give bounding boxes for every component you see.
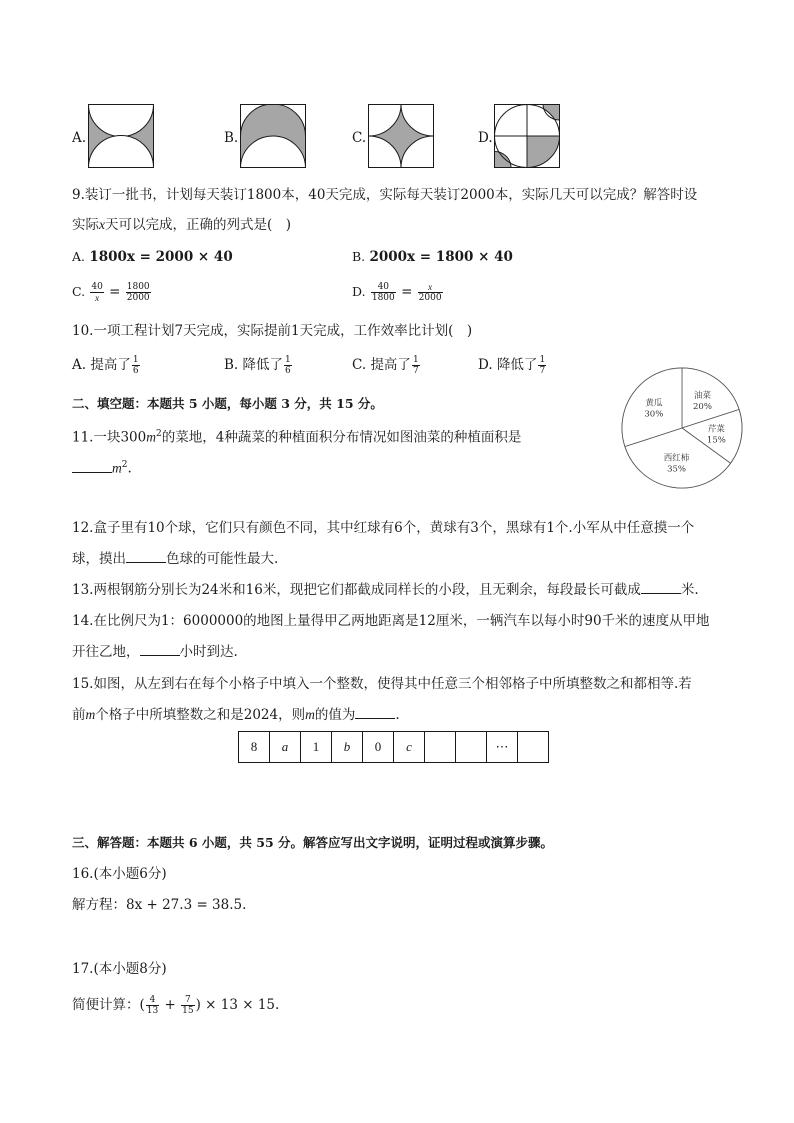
pie-slice-value: 15% bbox=[706, 435, 726, 446]
q16-problem: 解方程：8x + 27.3 = 38.5. bbox=[72, 897, 247, 913]
q9-option-a[interactable]: A. 1800x = 2000 × 40 bbox=[72, 249, 233, 265]
q10-text: 10.一项工程计划7天完成，实际提前1天完成，工作效率比计划( ) bbox=[72, 323, 473, 339]
grid-cell bbox=[517, 732, 548, 762]
q9-line2: 实际x天可以完成，正确的列式是( ) bbox=[72, 217, 292, 233]
pie-slice-value: 20% bbox=[693, 401, 712, 412]
q11-line1: 11.一块$300m^2$的菜地，4种蔬菜的种植面积分布情况如图油菜的种植面积是 bbox=[72, 429, 522, 446]
grid-cell: a bbox=[269, 732, 300, 762]
grid-cell: 0 bbox=[362, 732, 393, 762]
q15-line1: 15.如图，从左到右在每个小格子中填入一个整数，使得其中任意三个相邻格子中所填整数之和都相等.若 bbox=[72, 676, 692, 692]
figure-label-c: C. bbox=[352, 130, 367, 146]
q10-option-d[interactable]: D. 降低了 $\frac{1}{7}$ bbox=[478, 355, 546, 376]
pie-slice-label: 西红柿 bbox=[663, 453, 690, 464]
vegetable-pie-chart bbox=[620, 366, 744, 490]
q12-answer-blank[interactable] bbox=[126, 550, 166, 563]
q9-option-b[interactable]: B. 2000x = 1800 × 40 bbox=[352, 249, 513, 265]
figure-a bbox=[88, 104, 154, 168]
q15-answer-blank[interactable] bbox=[355, 706, 395, 719]
q11-answer-blank[interactable] bbox=[72, 460, 112, 473]
q10-option-c[interactable]: C. 提高了 $\frac{1}{7}$ bbox=[352, 355, 419, 376]
q15-line2: 前m个格子中所填整数之和是2024，则m的值为 . bbox=[72, 707, 400, 723]
q9-line1: 9.装订一批书，计划每天装订1800本，40天完成，实际每天装订2000本，实际几天可以完成？解答时设 bbox=[72, 187, 698, 203]
pie-slice-label: 芹菜 bbox=[707, 424, 725, 435]
q12-line1: 12.盒子里有10个球，它们只有颜色不同，其中红球有6个，黄球有3个，黑球有1个.小军从中任意摸一个 bbox=[72, 520, 695, 536]
grid-cell: b bbox=[331, 732, 362, 762]
grid-cell-ellipsis: ⋯ bbox=[486, 732, 517, 762]
grid-cell: 1 bbox=[300, 732, 331, 762]
q12-line2: 球，摸出 色球的可能性最大. bbox=[72, 551, 279, 567]
grid-cell bbox=[455, 732, 486, 762]
q14-line2: 开往乙地， 小时到达. bbox=[72, 644, 238, 660]
q13-text: 13.两根钢筋分别长为24米和16米，现把它们都截成同样长的小段，且无剩余，每段最长可截成 米. bbox=[72, 582, 699, 598]
figure-c bbox=[368, 104, 434, 168]
q10-option-b[interactable]: B. 降低了 $\frac{1}{6}$ bbox=[224, 355, 291, 376]
q15-number-grid bbox=[238, 731, 549, 763]
pie-slice-value: 30% bbox=[644, 409, 664, 420]
q10-option-a[interactable]: A. 提高了 $\frac{1}{6}$ bbox=[72, 355, 139, 376]
pie-slice-value: 35% bbox=[667, 464, 687, 475]
pie-slice-label: 黄瓜 bbox=[645, 398, 663, 409]
q14-line1: 14.在比例尺为1：6000000的地图上量得甲乙两地距离是12厘米，一辆汽车以每小时90千米的速度从甲地 bbox=[72, 613, 710, 629]
grid-cell: c bbox=[393, 732, 424, 762]
figure-label-a: A. bbox=[72, 130, 87, 146]
figure-b bbox=[240, 104, 306, 168]
q14-answer-blank[interactable] bbox=[140, 643, 180, 656]
q17-header: 17.(本小题8分) bbox=[72, 961, 167, 977]
q9-option-c[interactable]: C. $\frac{40}{x}$ = $\frac{1800}{2000}$ bbox=[72, 282, 150, 303]
figure-d bbox=[494, 104, 560, 168]
q11-line2: $m^2$. bbox=[72, 456, 132, 478]
figure-label-d: D. bbox=[478, 130, 493, 146]
section-2-heading: 二、填空题：本题共 5 小题，每小题 3 分，共 15 分。 bbox=[72, 396, 383, 411]
section-3-heading: 三、解答题：本题共 6 小题，共 55 分。解答应写出文字说明，证明过程或演算步骤。 bbox=[72, 835, 554, 850]
grid-cell bbox=[424, 732, 455, 762]
grid-cell: 8 bbox=[250, 739, 258, 754]
q17-problem: 简便计算：( $\frac{4}{13}$ + $\frac{7}{15}$ ) × 13 × 15. bbox=[72, 995, 280, 1016]
q9-option-d[interactable]: D. $\frac{40}{1800}$ = $\frac{x}{2000}$ bbox=[352, 282, 442, 303]
figure-label-b: B. bbox=[224, 130, 239, 146]
q16-header: 16.(本小题6分) bbox=[72, 866, 167, 882]
q13-answer-blank[interactable] bbox=[641, 581, 681, 594]
pie-slice-label: 油菜 bbox=[693, 390, 711, 401]
